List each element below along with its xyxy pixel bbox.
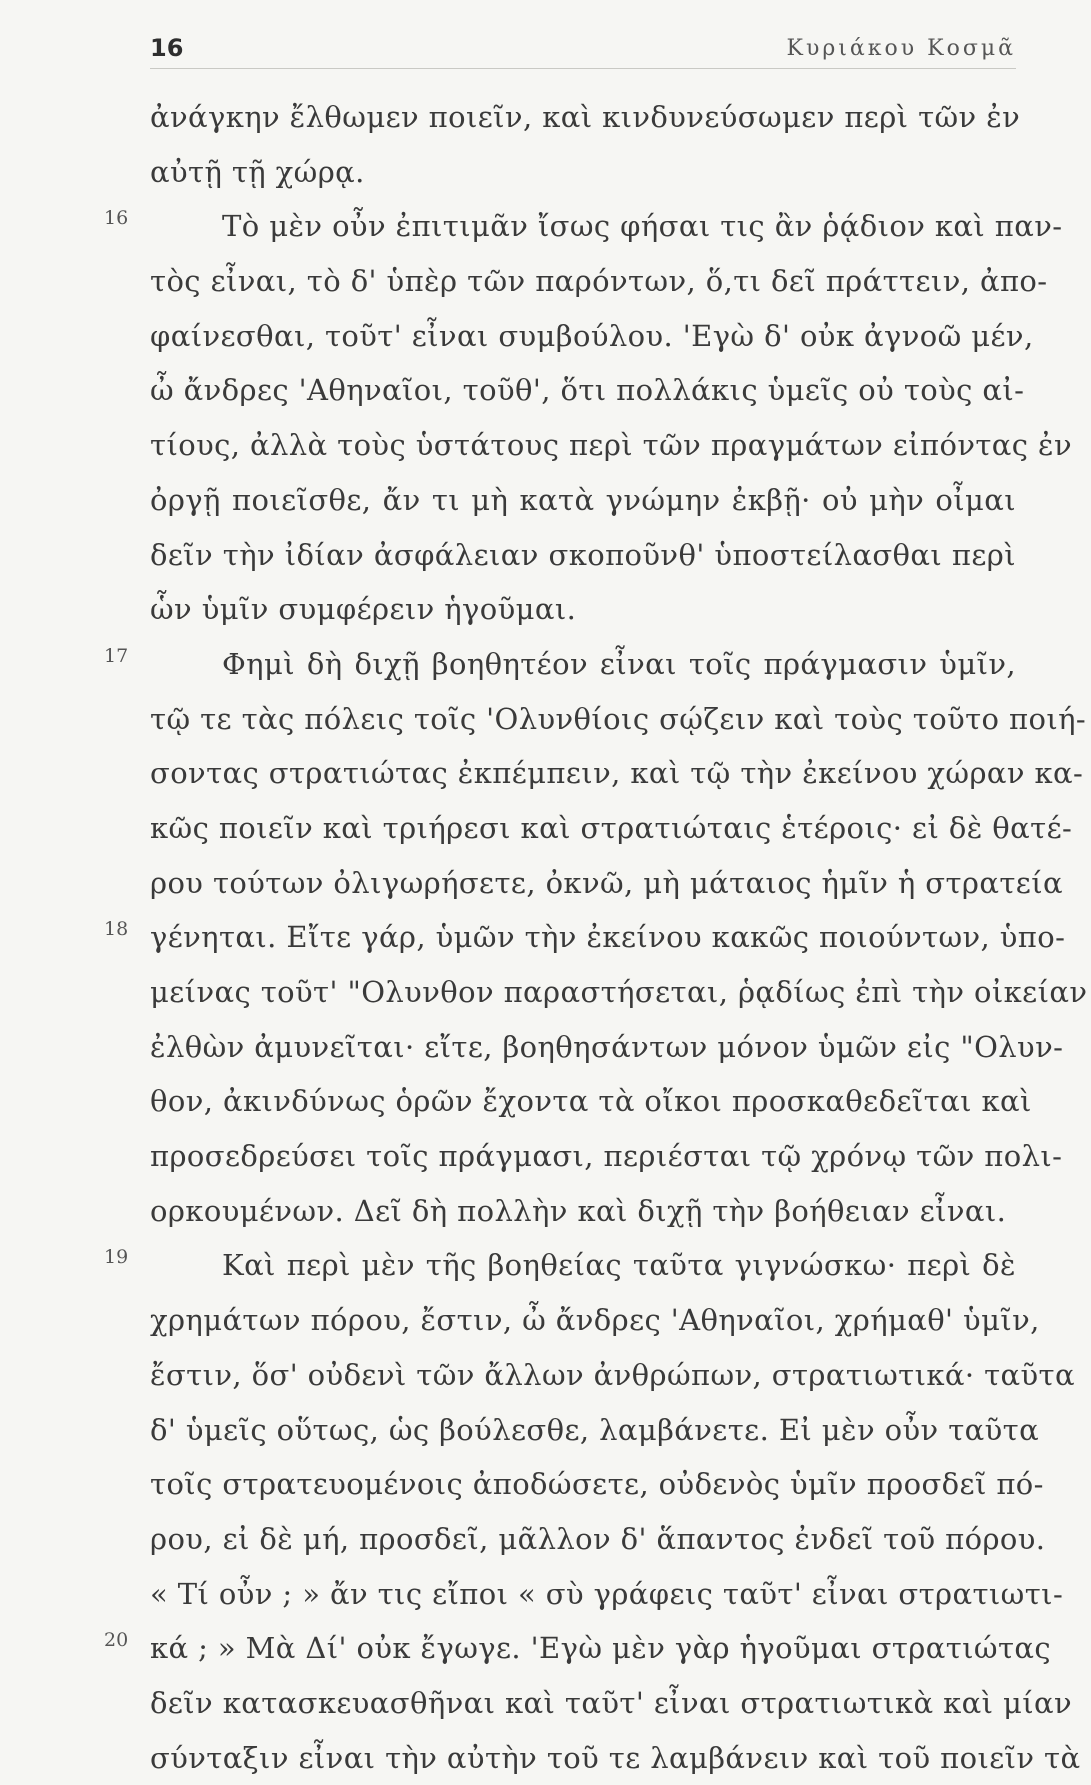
text-line <box>150 692 1087 747</box>
line-text: φαίνεσθαι, τοῦτ' εἶναι συμβούλου. 'Εγὼ δ' οὐκ ἀγνοῶ μέν, <box>150 318 1034 353</box>
text-line <box>150 1020 1064 1075</box>
running-title: Κυριάκου Κοσμᾶ <box>786 36 1016 61</box>
text-line <box>150 1403 1040 1458</box>
line-text: τὸς εἶναι, τὸ δ' ὑπὲρ τῶν παρόντων, ὅ,τι δεῖ πράττειν, ἀπο- <box>150 264 1048 299</box>
line-text: ρου τούτων ὀλιγωρήσετε, ὀκνῶ, μὴ μάταιος ἡμῖν ἡ στρατεία <box>150 865 1063 900</box>
page-number: 16 <box>150 34 184 62</box>
line-text: μείνας τοῦτ' "Ολυνθον παραστήσεται, ῥᾳδίως ἐπὶ τὴν οἰκείαν <box>150 975 1088 1009</box>
line-text: δεῖν κατασκευασθῆναι καὶ ταῦτ' εἶναι στρατιωτικὰ καὶ μίαν <box>150 1685 1073 1720</box>
page-header <box>150 28 1016 69</box>
line-text: κῶς ποιεῖν καὶ τριήρεσι καὶ στρατιώταις ἑτέροις· εἰ δὲ θατέ- <box>150 810 1073 845</box>
line-text: γένηται. Εἴτε γάρ, ὑμῶν τὴν ἐκείνου κακῶς ποιούντων, ὑπο- <box>150 920 1066 955</box>
line-text: ορκουμένων. Δεῖ δὴ πολλὴν καὶ διχῇ τὴν βοήθειαν εἶναι. <box>150 1193 1007 1228</box>
text-line <box>150 1293 1040 1348</box>
line-text: κά ; » Μὰ Δί' οὐκ ἔγωγε. 'Εγὼ μὲν γὰρ ἡγοῦμαι στρατιώτας <box>150 1631 1052 1666</box>
text-line <box>150 90 1021 145</box>
text-line <box>150 1184 1016 1239</box>
text-line <box>150 473 1016 528</box>
line-text: ἔστιν, ὅσ' οὐδενὶ τῶν ἄλλων ἀνθρώπων, στρατιωτικά· ταῦτα <box>150 1357 1075 1392</box>
text-line <box>104 910 1066 965</box>
text-line <box>104 199 1063 254</box>
line-text: θον, ἀκινδύνως ὁρῶν ἔχοντα τὰ οἴκοι προσκαθεδεῖται καὶ <box>150 1084 1032 1119</box>
text-line <box>150 1074 1032 1129</box>
line-text: δεῖν τὴν ἰδίαν ἀσφάλειαν σκοποῦνθ' ὑποστείλασθαι περὶ <box>150 537 1016 572</box>
line-text: Φημὶ δὴ διχῇ βοηθητέον εἶναι τοῖς πράγμασιν ὑμῖν, <box>222 646 1016 681</box>
section-number: 16 <box>104 207 129 230</box>
text-line <box>150 1457 1044 1512</box>
line-text: τοῖς στρατευομένοις ἀποδώσετε, οὐδενὸς ὑμῖν προσδεῖ πό- <box>150 1467 1044 1502</box>
text-line <box>150 254 1048 309</box>
line-text: ἐλθὼν ἀμυνεῖται· εἴτε, βοηθησάντων μόνον ὑμῶν εἰς "Ολυν- <box>150 1029 1064 1064</box>
text-body <box>104 90 1088 1785</box>
text-line <box>150 1731 1081 1785</box>
text-line <box>150 1348 1075 1403</box>
text-line <box>150 965 1088 1020</box>
line-text: ὦ ἄνδρες 'Αθηναῖοι, τοῦθ', ὅτι πολλάκις ὑμεῖς οὐ τοὺς αἰ- <box>150 373 1025 408</box>
section-number: 20 <box>104 1629 129 1652</box>
section-number: 18 <box>104 918 129 941</box>
line-text: αὐτῇ τῇ χώρᾳ. <box>150 154 365 189</box>
text-line <box>150 363 1025 418</box>
line-text: τίους, ἀλλὰ τοὺς ὑστάτους περὶ τῶν πραγμάτων εἰπόντας ἐν <box>150 428 1073 463</box>
text-line <box>150 582 1016 637</box>
line-text: προσεδρεύσει τοῖς πράγμασι, περιέσται τῷ χρόνῳ τῶν πολι- <box>150 1139 1063 1174</box>
text-line <box>150 746 1084 801</box>
text-line <box>104 1621 1052 1676</box>
line-text: δ' ὑμεῖς οὕτως, ὡς βούλεσθε, λαμβάνετε. Εἰ μὲν οὖν ταῦτα <box>150 1412 1040 1447</box>
section-number: 17 <box>104 644 129 667</box>
text-line <box>150 1512 1046 1567</box>
text-line <box>150 856 1063 911</box>
text-line <box>150 1676 1073 1731</box>
text-line <box>104 1238 1016 1293</box>
line-text: σοντας στρατιώτας ἐκπέμπειν, καὶ τῷ τὴν ἐκείνου χώραν κα- <box>150 756 1084 791</box>
text-line <box>150 801 1073 856</box>
line-text: ὧν ὑμῖν συμφέρειν ἡγοῦμαι. <box>150 592 577 627</box>
text-line <box>150 1129 1063 1184</box>
text-line <box>150 145 1016 200</box>
text-line <box>104 637 1016 692</box>
line-text: « Τί οὖν ; » ἄν τις εἴποι « σὺ γράφεις ταῦτ' εἶναι στρατιωτι- <box>150 1576 1064 1611</box>
text-line <box>150 1567 1064 1622</box>
section-number: 19 <box>104 1246 129 1269</box>
line-text: ὀργῇ ποιεῖσθε, ἄν τι μὴ κατὰ γνώμην ἐκβῇ· οὐ μὴν οἶμαι <box>150 482 1016 517</box>
line-text: χρημάτων πόρου, ἔστιν, ὦ ἄνδρες 'Αθηναῖοι, χρήμαθ' ὑμῖν, <box>150 1303 1040 1338</box>
line-text: ἀνάγκην ἔλθωμεν ποιεῖν, καὶ κινδυνεύσωμεν περὶ τῶν ἐν <box>150 100 1021 134</box>
line-text: Καὶ περὶ μὲν τῆς βοηθείας ταῦτα γιγνώσκω· περὶ δὲ <box>222 1248 1016 1283</box>
text-line <box>150 418 1073 473</box>
line-text: σύνταξιν εἶναι τὴν αὐτὴν τοῦ τε λαμβάνειν καὶ τοῦ ποιεῖν τὰ <box>150 1740 1081 1775</box>
text-line <box>150 309 1034 364</box>
line-text: Τὸ μὲν οὖν ἐπιτιμᾶν ἴσως φήσαι τις ἂν ῥᾴδιον καὶ παν- <box>222 209 1063 244</box>
text-line <box>150 528 1016 583</box>
line-text: ρου, εἰ δὲ μή, προσδεῖ, μᾶλλον δ' ἅπαντος ἐνδεῖ τοῦ πόρου. <box>150 1521 1046 1556</box>
line-text: τῷ τε τὰς πόλεις τοῖς 'Ολυνθίοις σῴζειν καὶ τοὺς τοῦτο ποιή- <box>150 701 1087 736</box>
